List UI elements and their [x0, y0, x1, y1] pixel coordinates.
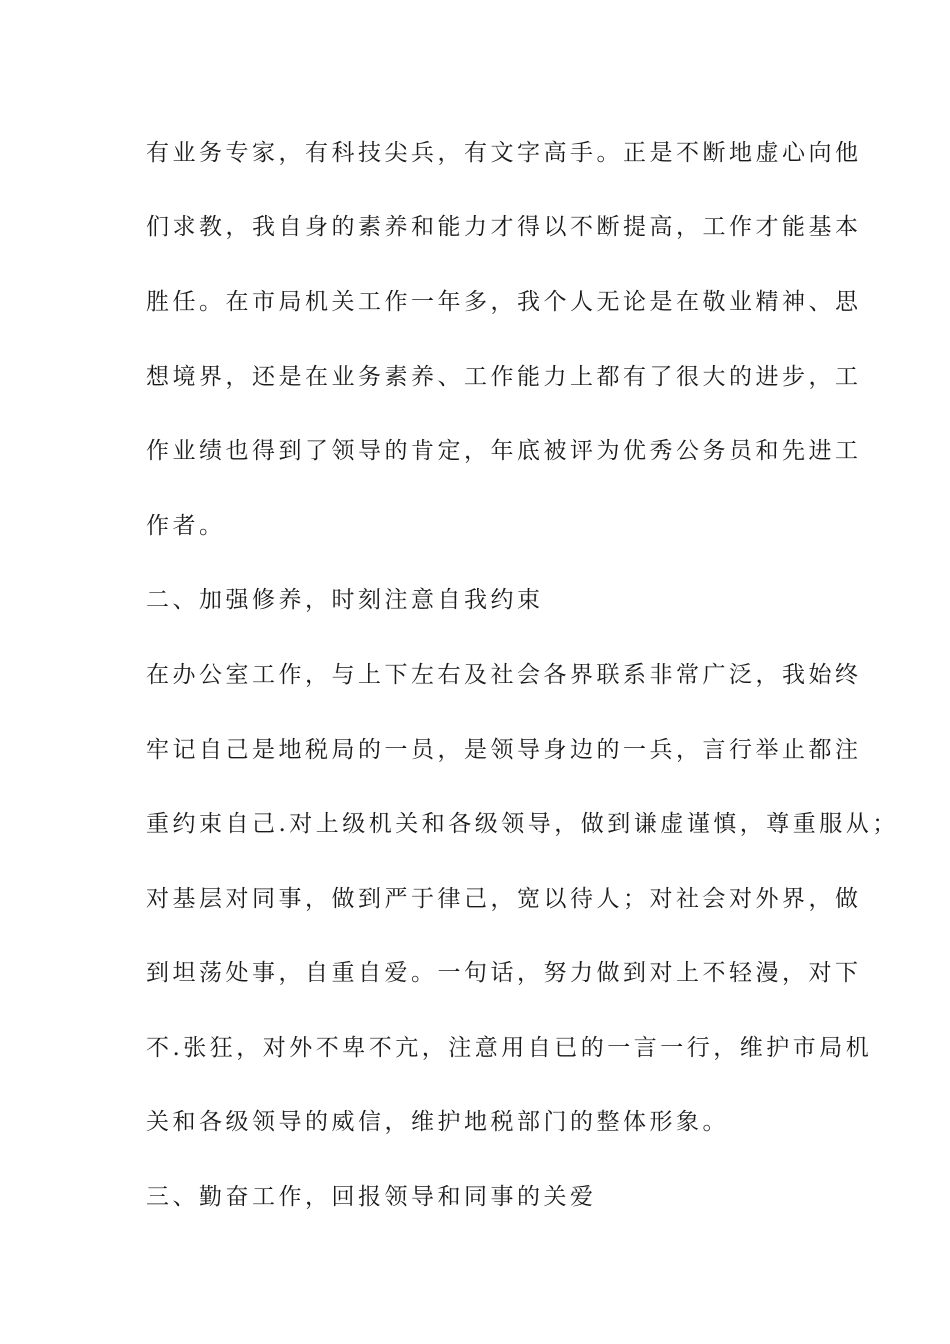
text-line: 们求教，我自身的素养和能力才得以不断提高，工作才能基本: [146, 214, 862, 240]
text-line: 在办公室工作，与上下左右及社会各界联系非常广泛，我始终: [146, 662, 862, 688]
section-heading: 三、勤奋工作，回报领导和同事的关爱: [146, 1184, 597, 1210]
text-line: 作业绩也得到了领导的肯定，年底被评为优秀公务员和先进工: [146, 438, 862, 464]
text-line: 重约束自己.对上级机关和各级领导，做到谦虚谨慎，尊重服从；: [146, 811, 899, 837]
text-line: 作者。: [146, 513, 226, 539]
text-line: 到坦荡处事，自重自爱。一句话，努力做到对上不轻漫，对下: [146, 960, 862, 986]
text-line: 胜任。在市局机关工作一年多，我个人无论是在敬业精神、思: [146, 289, 862, 315]
text-line: 想境界，还是在业务素养、工作能力上都有了很大的进步，工: [146, 364, 862, 390]
text-line: 牢记自己是地税局的一员，是领导身边的一兵，言行举止都注: [146, 737, 862, 763]
text-line: 不.张狂，对外不卑不亢，注意用自已的一言一行，维护市局机: [146, 1035, 873, 1061]
text-line: 对基层对同事，做到严于律己，宽以待人；对社会对外界，做: [146, 886, 862, 912]
text-line: 关和各级领导的威信，维护地税部门的整体形象。: [146, 1109, 729, 1135]
section-heading: 二、加强修养，时刻注意自我约束: [146, 587, 544, 613]
text-line: 有业务专家，有科技尖兵，有文字高手。正是不断地虚心向他: [146, 140, 862, 166]
